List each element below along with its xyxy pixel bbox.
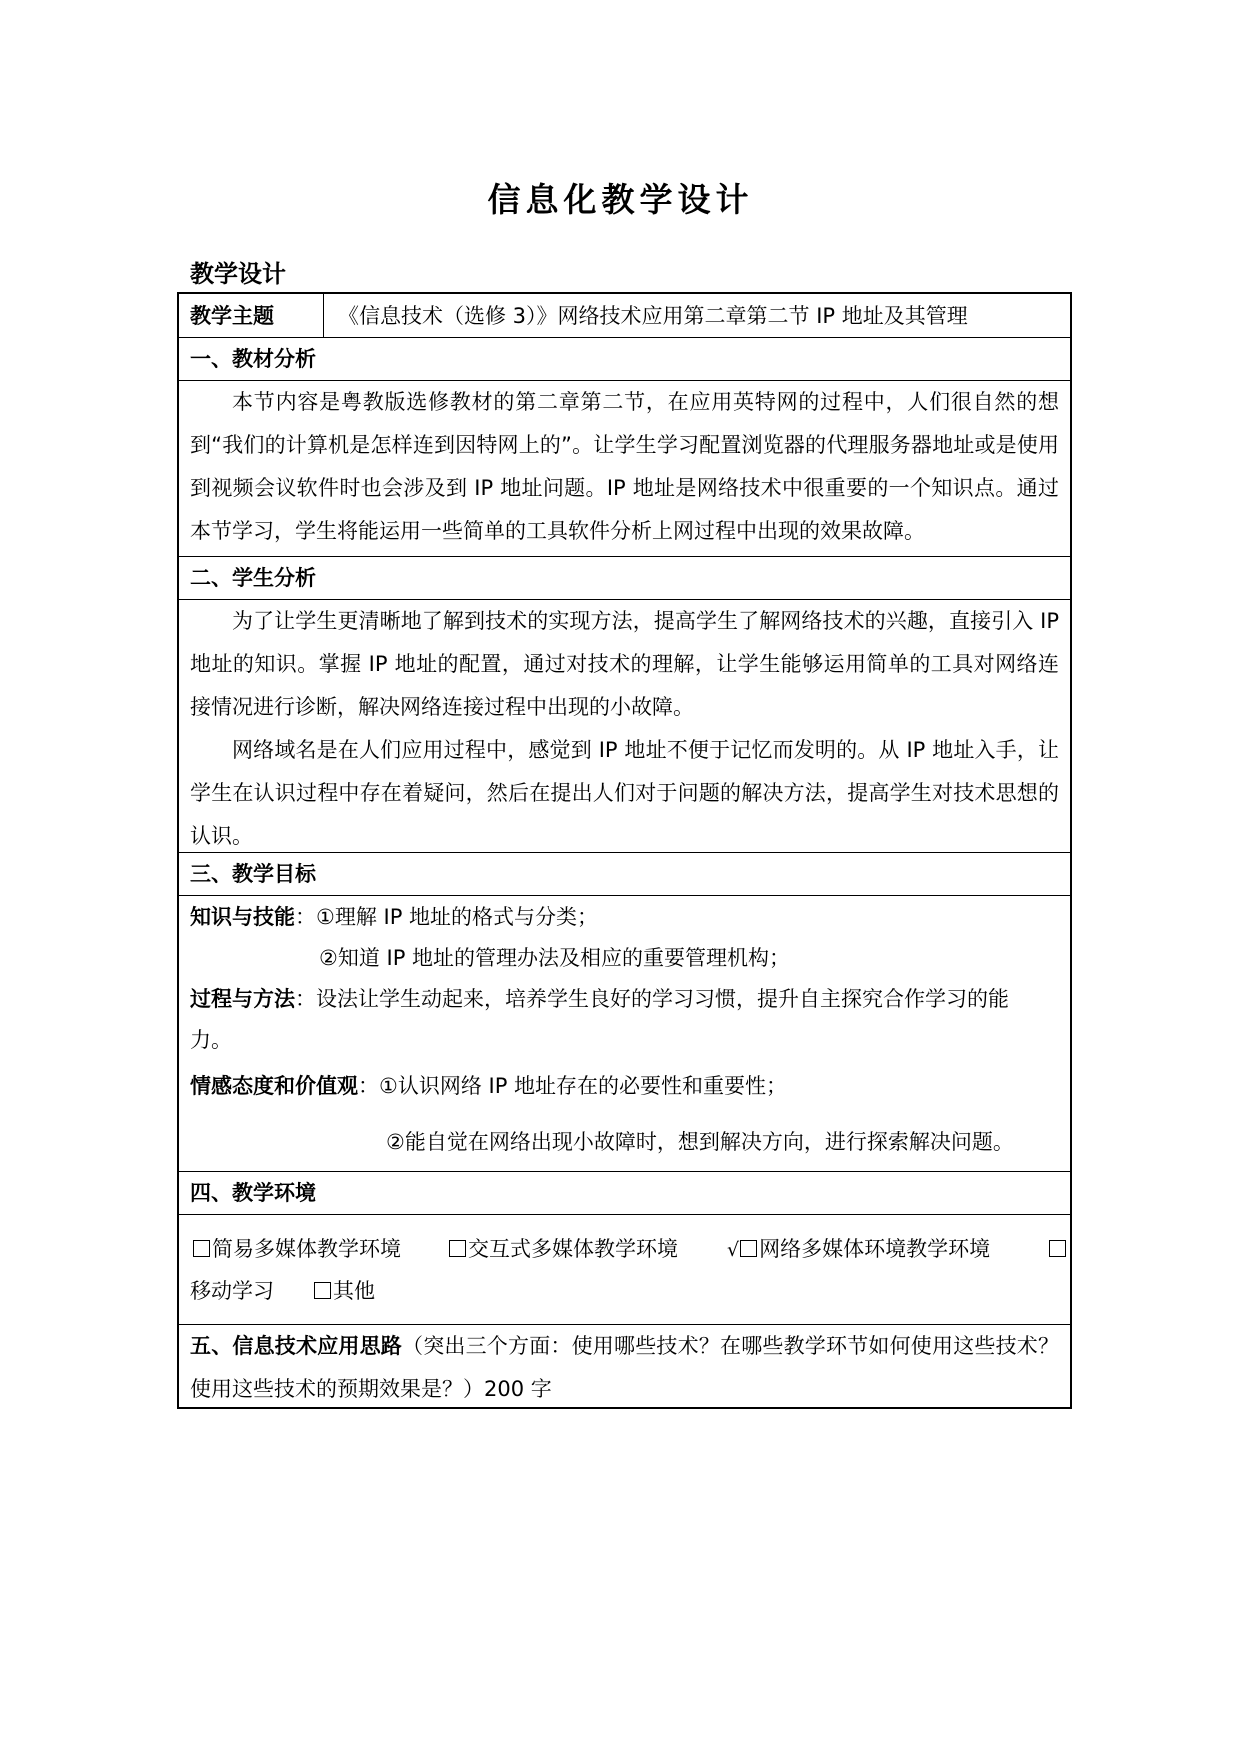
emotion-label: 情感态度和价值观 bbox=[190, 1074, 358, 1098]
student-analysis-paragraph-2: 网络域名是在人们应用过程中，感觉到 IP 地址不便于记忆而发明的。从 IP 地址入手，让学生在认识过程中存在着疑问，然后在提出人们对于问题的解决方法，提高学生对技术思想的认识。 bbox=[190, 738, 1059, 848]
emotion-item-2: ②能自觉在网络出现小故障时，想到解决方向，进行探索解决问题。 bbox=[386, 1130, 1014, 1154]
topic-label: 教学主题 bbox=[179, 294, 324, 337]
checkbox-icon[interactable] bbox=[740, 1240, 757, 1257]
checkbox-icon[interactable] bbox=[314, 1282, 331, 1299]
checkbox-icon[interactable] bbox=[449, 1240, 466, 1257]
section-title-student: 二、学生分析 bbox=[179, 557, 1070, 600]
process-line-1 bbox=[190, 978, 1009, 1021]
emotion-item-1: ：①认识网络 IP 地址存在的必要性和重要性； bbox=[358, 1074, 788, 1098]
it-application-row bbox=[179, 1325, 1070, 1407]
objectives-body bbox=[179, 896, 1070, 1172]
design-table bbox=[177, 292, 1072, 1409]
page-title: 信息化教学设计 bbox=[487, 180, 754, 219]
process-line-2: 力。 bbox=[190, 1028, 232, 1052]
env-option-mobile-checkbox[interactable] bbox=[1049, 1228, 1068, 1271]
process-text: ：设法让学生动起来，培养学生良好的学习习惯，提升自主探究合作学习的能 bbox=[295, 987, 1009, 1011]
topic-value: 《信息技术（选修 3）》网络技术应用第二章第二节 IP 地址及其管理 bbox=[338, 304, 968, 328]
student-analysis-paragraph-1: 为了让学生更清晰地了解到技术的实现方法，提高学生了解网络技术的兴趣，直接引入 IP 地址的知识。掌握 IP 地址的配置，通过对技术的理解，让学生能够运用简单的工具对网络连接情况进行诊断，解决网络连接过程中出现的小故障。 bbox=[190, 609, 1059, 719]
knowledge-line-1 bbox=[190, 896, 598, 939]
checkmark-icon: √ bbox=[727, 1239, 740, 1261]
section-title-objectives: 三、教学目标 bbox=[179, 853, 1070, 896]
section-title-material: 一、教材分析 bbox=[179, 338, 1070, 381]
emotion-line-1 bbox=[190, 1065, 787, 1108]
env-option-other[interactable] bbox=[314, 1270, 375, 1313]
material-analysis-body bbox=[179, 381, 1070, 557]
section-heading: 教学设计 bbox=[190, 260, 286, 288]
topic-row bbox=[179, 294, 1070, 338]
env-option-label: 其他 bbox=[333, 1279, 375, 1303]
env-option-label: 交互式多媒体教学环境 bbox=[468, 1237, 678, 1261]
knowledge-item-2: ②知道 IP 地址的管理办法及相应的重要管理机构； bbox=[319, 946, 791, 970]
process-label: 过程与方法 bbox=[190, 987, 295, 1011]
knowledge-item-1: ：①理解 IP 地址的格式与分类； bbox=[295, 905, 599, 929]
checkbox-icon[interactable] bbox=[1049, 1240, 1066, 1257]
section-title-environment: 四、教学环境 bbox=[179, 1172, 1070, 1215]
env-option-label: 网络多媒体环境教学环境 bbox=[759, 1237, 991, 1261]
checkbox-icon[interactable] bbox=[193, 1240, 210, 1257]
env-option-mobile: 移动学习 bbox=[190, 1279, 274, 1303]
env-option-network[interactable] bbox=[727, 1228, 990, 1272]
student-analysis-body bbox=[179, 600, 1070, 853]
section-title-it-application: 五、信息技术应用思路 bbox=[190, 1334, 402, 1358]
env-option-label: 简易多媒体教学环境 bbox=[212, 1237, 401, 1261]
it-application-note: （突出三个方面：使用哪些技术？在哪些教学环节如何使用这些技术？使用这些技术的预期效果是？）200 字 bbox=[190, 1334, 1059, 1401]
material-analysis-paragraph: 本节内容是粤教版选修教材的第二章第二节，在应用英特网的过程中，人们很自然的想到“我们的计算机是怎样连到因特网上的”。让学生学习配置浏览器的代理服务器地址或是使用到视频会议软件时也会涉及到 IP 地址问题。IP 地址是网络技术中很重要的一个知识点。通过本节学习，学生将能运用一些简单的工具软件分析上网过程中出现的效果故障。 bbox=[190, 390, 1059, 543]
knowledge-label: 知识与技能 bbox=[190, 905, 295, 929]
env-option-simple[interactable] bbox=[193, 1228, 401, 1271]
env-option-interactive[interactable] bbox=[449, 1228, 678, 1271]
environment-body bbox=[179, 1215, 1070, 1325]
